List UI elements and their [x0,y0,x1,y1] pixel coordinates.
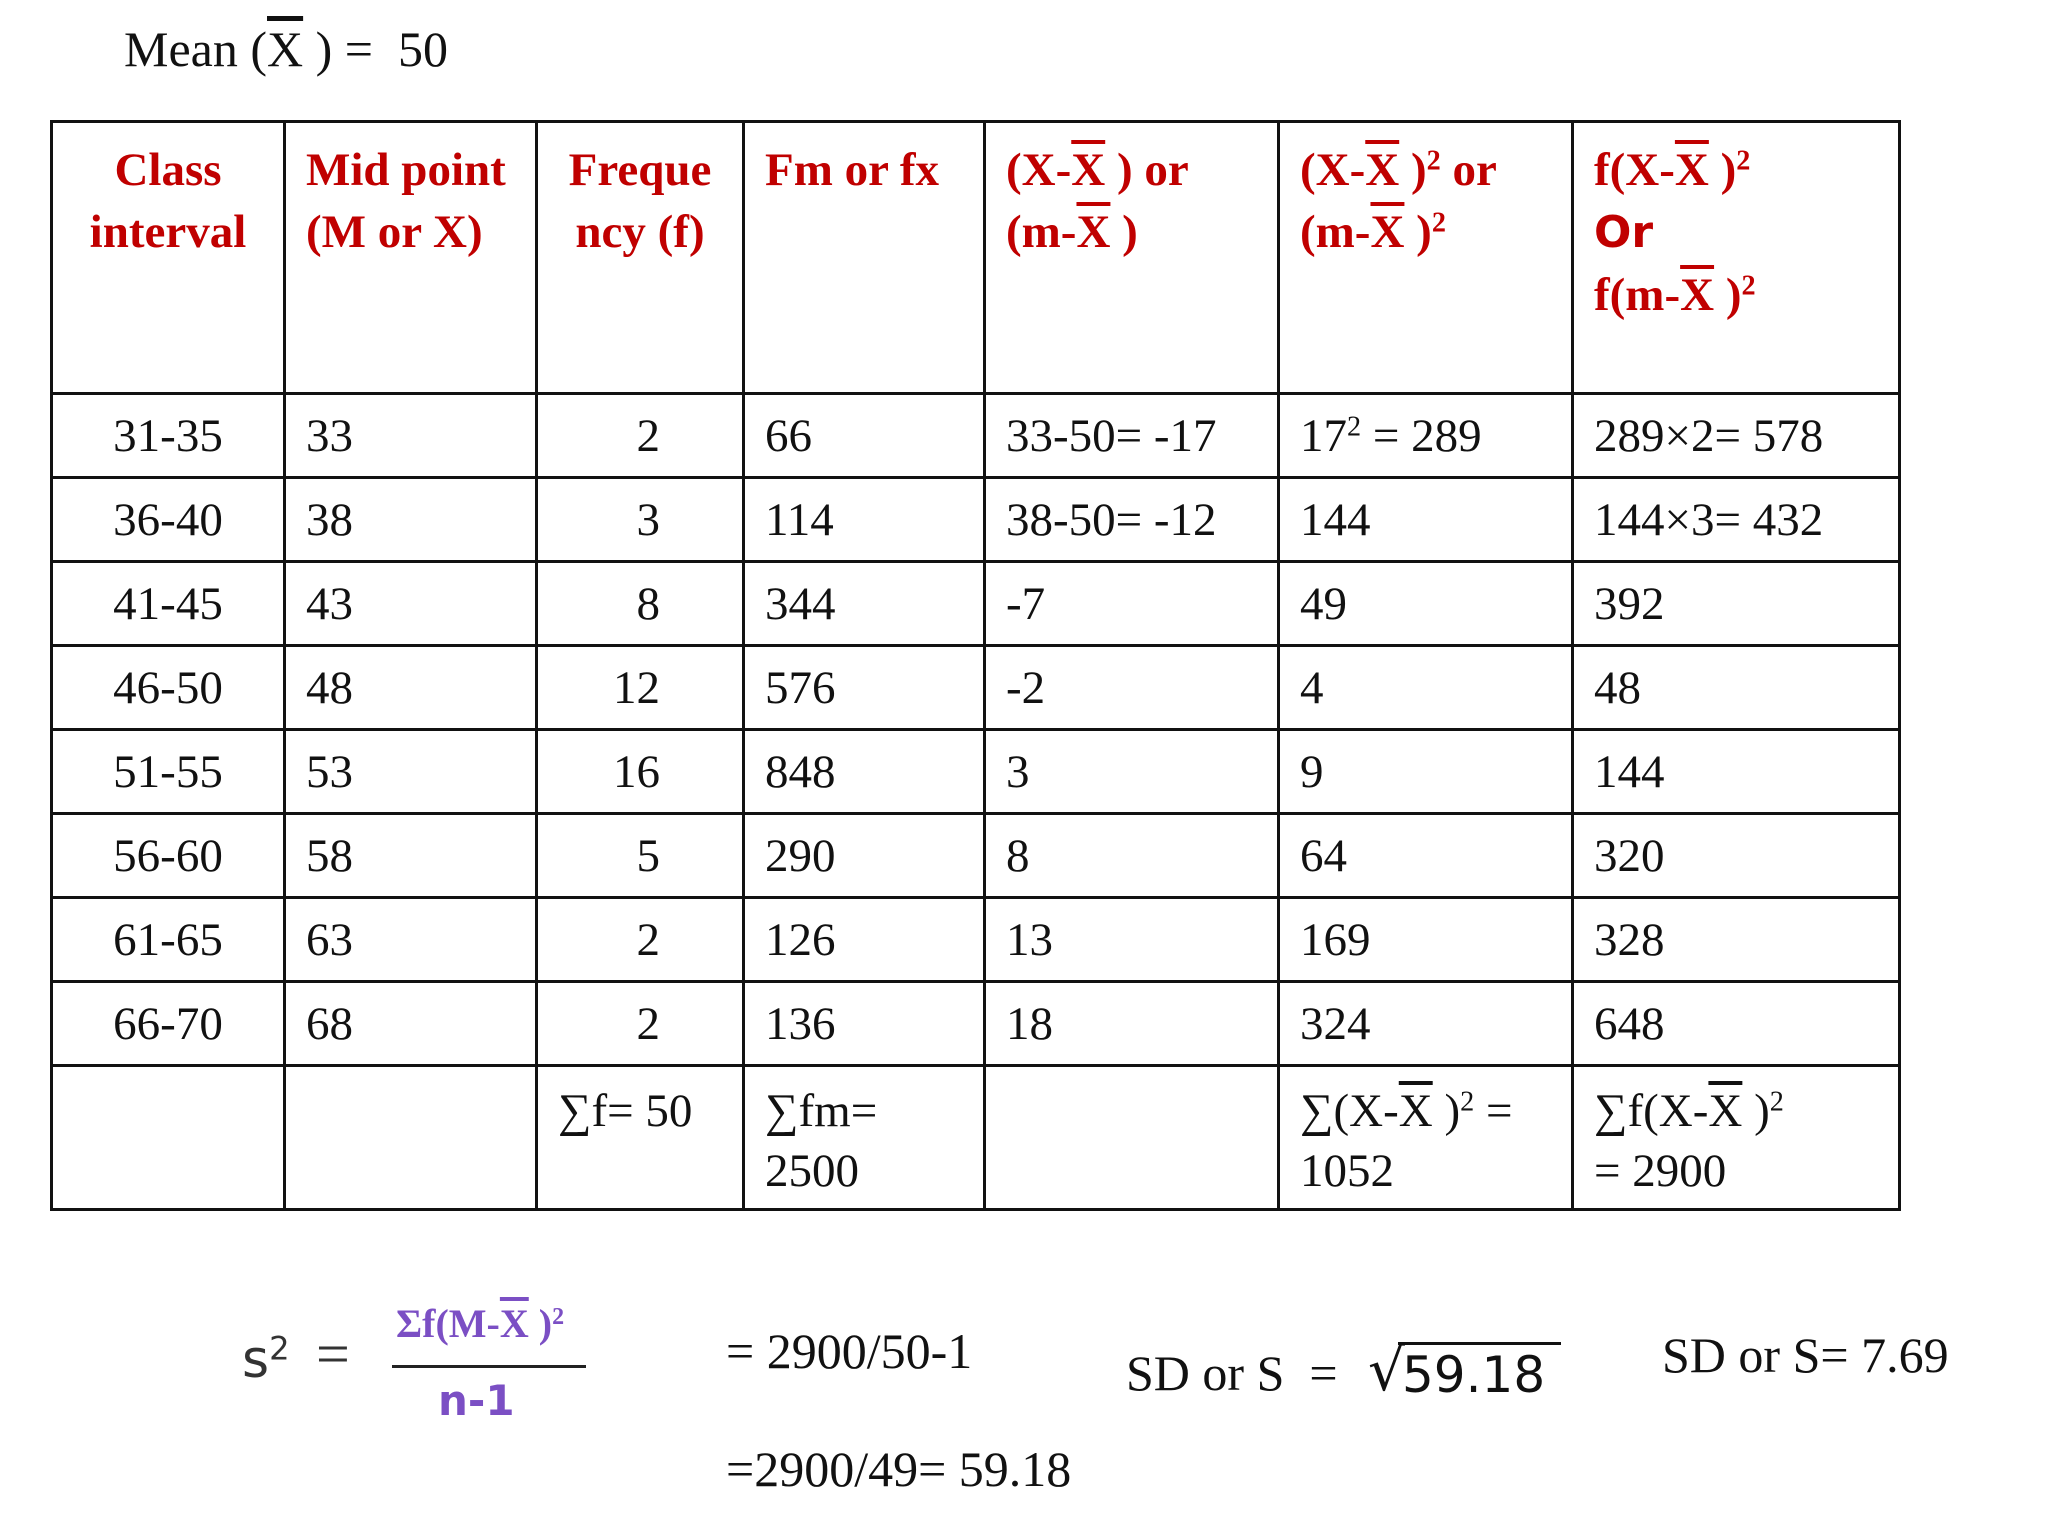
cell-class-interval: 66-70 [52,982,285,1066]
header-fm: Fm or fx [744,122,985,394]
cell-frequency: 8 [537,562,744,646]
square-root-value: 59.18 [1398,1342,1561,1405]
table-row [52,394,1900,478]
mean-value: ) = 50 [303,21,448,77]
cell-f-deviation-squared: 328 [1573,898,1900,982]
cell-mid-point: 38 [285,478,537,562]
cell-deviation: -7 [985,562,1279,646]
cell-fm: 344 [744,562,985,646]
cell-fm: 126 [744,898,985,982]
header-row [52,122,1900,394]
cell-mid-point: 58 [285,814,537,898]
cell-fm: 136 [744,982,985,1066]
formula-denominator: n-1 [438,1376,515,1425]
totals-row [52,1066,1900,1210]
frequency-table [50,120,1901,1211]
square-root-sign: √ [1368,1336,1405,1404]
cell-deviation-squared: 64 [1279,814,1573,898]
cell-frequency: 2 [537,394,744,478]
variance-calculation [0,1260,2048,1536]
cell-fm: 290 [744,814,985,898]
cell-f-deviation-squared: 320 [1573,814,1900,898]
cell-class-interval: 46-50 [52,646,285,730]
table-row [52,730,1900,814]
cell-frequency: 5 [537,814,744,898]
cell-frequency: 16 [537,730,744,814]
cell-mid-point: 48 [285,646,537,730]
cell-mid-point: 53 [285,730,537,814]
cell-deviation-squared: 169 [1279,898,1573,982]
header-class-interval: Class interval [52,122,285,394]
table-row [52,646,1900,730]
cell-deviation-squared: $17^2 = 289$ [1279,394,1573,478]
cell-mid-point: 63 [285,898,537,982]
cell-deviation-squared: 324 [1279,982,1573,1066]
variance-symbol: $s^2$ [242,1329,290,1390]
cell-class-interval: 41-45 [52,562,285,646]
cell-f-deviation-squared: 144×3= 432 [1573,478,1900,562]
total-frequency: ∑f= 50 [537,1066,744,1210]
equals-sign: = [316,1321,350,1387]
cell-f-deviation-squared: 289×2= 578 [1573,394,1900,478]
cell-empty [52,1066,285,1210]
cell-f-deviation-squared: 48 [1573,646,1900,730]
cell-f-deviation-squared: 648 [1573,982,1900,1066]
cell-fm: 848 [744,730,985,814]
formula-numerator: $\Sigma f(M-\overline{X}$ )$^2$ [396,1301,565,1346]
cell-class-interval: 36-40 [52,478,285,562]
cell-frequency: 12 [537,646,744,730]
cell-deviation-squared: 4 [1279,646,1573,730]
table-row [52,478,1900,562]
cell-frequency: 3 [537,478,744,562]
cell-class-interval: 61-65 [52,898,285,982]
table-row [52,562,1900,646]
calculation-step-1: = 2900/50-1 [726,1323,973,1379]
cell-deviation: 18 [985,982,1279,1066]
cell-deviation-squared: 9 [1279,730,1573,814]
cell-class-interval: 31-35 [52,394,285,478]
cell-f-deviation-squared: 144 [1573,730,1900,814]
sd-label: SD or S = [1126,1345,1351,1401]
cell-deviation-squared: 144 [1279,478,1573,562]
cell-deviation: 8 [985,814,1279,898]
cell-empty [285,1066,537,1210]
cell-empty [985,1066,1279,1210]
cell-deviation: 13 [985,898,1279,982]
total-deviation-squared: $\sum(X-\overline{X}$ )$^2$ = 1052 [1279,1066,1573,1210]
total-f-deviation-squared: $\sum f(X-\overline{X}$ )$^2$ = 2900 [1573,1066,1900,1210]
cell-deviation-squared: 49 [1279,562,1573,646]
header-deviation-squared: ($X-\overline{X}$ )$^2$ or ($m-\overline{X}$ )$^2$ [1279,122,1573,394]
cell-mid-point: 33 [285,394,537,478]
fraction-bar [392,1365,586,1368]
x-bar-symbol: $\overline{X}$ [267,21,304,77]
cell-fm: 576 [744,646,985,730]
header-mid-point: Mid point (M or X) [285,122,537,394]
cell-deviation: 38-50= -12 [985,478,1279,562]
table-row [52,814,1900,898]
header-f-deviation-squared: $f(X-\overline{X}$ )$^2$ Or $f(m-\overline{X}$ )$^2$ [1573,122,1900,394]
header-deviation: ($X-\overline{X}$ ) or ($m-\overline{X}$ ) [985,122,1279,394]
calculation-step-2: =2900/49= 59.18 [726,1441,1072,1497]
header-frequency: Freque ncy (f) [537,122,744,394]
mean-label: Mean ( [124,21,267,77]
cell-class-interval: 56-60 [52,814,285,898]
total-fm: ∑fm= 2500 [744,1066,985,1210]
cell-class-interval: 51-55 [52,730,285,814]
cell-mid-point: 68 [285,982,537,1066]
cell-mid-point: 43 [285,562,537,646]
cell-deviation: 3 [985,730,1279,814]
mean-statement [124,20,448,78]
table-row [52,898,1900,982]
cell-deviation: -2 [985,646,1279,730]
table-row [52,982,1900,1066]
cell-fm: 114 [744,478,985,562]
sd-result: SD or S= 7.69 [1662,1327,1949,1383]
cell-deviation: 33-50= -17 [985,394,1279,478]
cell-fm: 66 [744,394,985,478]
cell-f-deviation-squared: 392 [1573,562,1900,646]
cell-frequency: 2 [537,982,744,1066]
cell-frequency: 2 [537,898,744,982]
